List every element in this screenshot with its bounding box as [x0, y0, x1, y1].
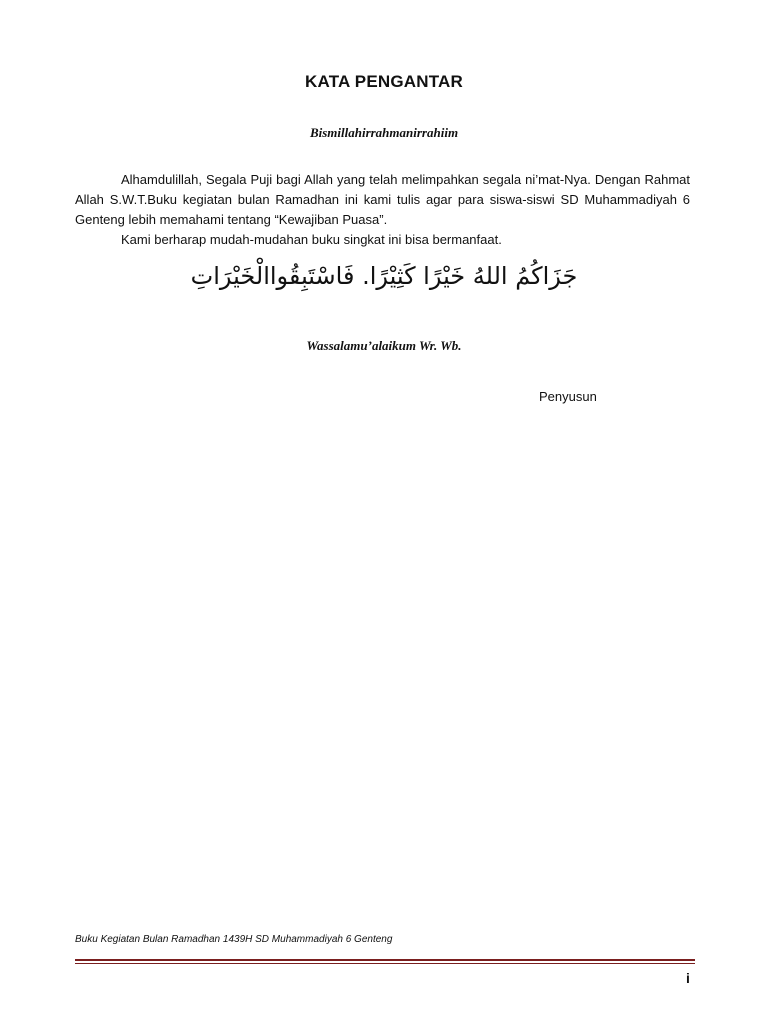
- body-text: [75, 170, 690, 250]
- signature: Penyusun: [539, 389, 597, 404]
- footer-text: Buku Kegiatan Bulan Ramadhan 1439H SD Muhammadiyah 6 Genteng: [75, 934, 393, 945]
- arabic-prayer: جَزَاكُمُ اللهُ خَيْرًا كَثِيْرًا. فَاسْتَبِقُواالْخَيْرَاتِ: [190, 262, 578, 290]
- closing-greeting: Wassalamu’alaikum Wr. Wb.: [306, 338, 462, 353]
- paragraph-1: Alhamdulillah, Segala Puji bagi Allah yang telah melimpahkan segala ni’mat-Nya. Dengan Rahmat Allah S.W.T.Buku kegiatan bulan Ramadhan ini kami tulis agar para siswa-siswi SD Muhammadiyah 6 Genteng lebih memahami tentang “Kewajiban Puasa”.: [75, 172, 690, 227]
- page-number: i: [686, 970, 690, 986]
- paragraph-2: Kami berharap mudah-mudahan buku singkat ini bisa bermanfaat.: [121, 232, 502, 247]
- page-title: KATA PENGANTAR: [305, 72, 463, 91]
- footer-rule-thin: [75, 963, 695, 964]
- footer-rule: [75, 959, 695, 961]
- bismillah-line: Bismillahirrahmanirrahiim: [309, 125, 459, 140]
